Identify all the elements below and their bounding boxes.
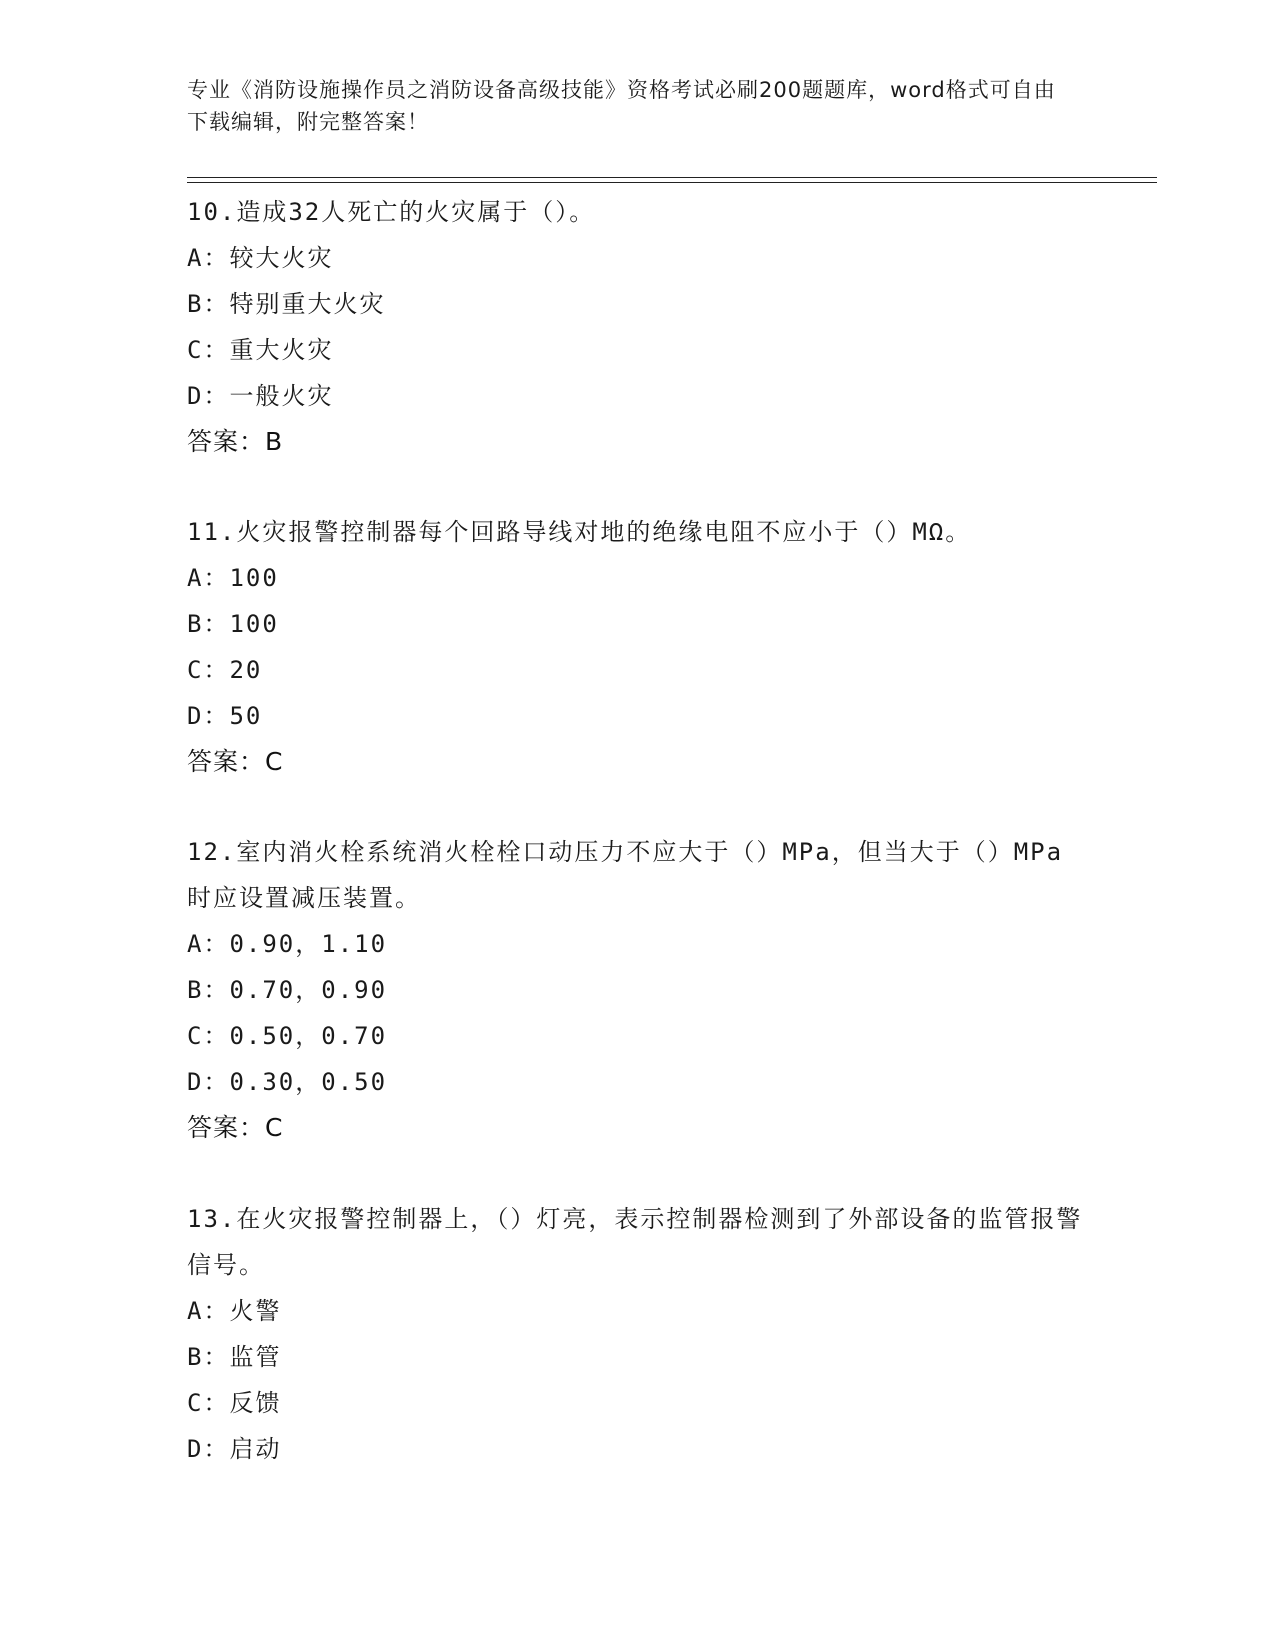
option-c [187, 647, 1087, 693]
option-text: 火警 [229, 1297, 282, 1325]
option-d [187, 1426, 1087, 1472]
option-text: 100 [229, 564, 279, 592]
option-key: A： [187, 930, 230, 958]
answer: 答案：B [187, 427, 284, 456]
option-key: B： [187, 610, 230, 638]
option-key: A： [187, 244, 230, 272]
option-c [187, 1380, 1087, 1426]
option-a [187, 921, 1087, 967]
option-text: 0.90，1.10 [229, 930, 388, 958]
option-text: 100 [229, 610, 279, 638]
document-header: 专业《消防设施操作员之消防设备高级技能》资格考试必刷200题题库，word格式可自由下载编辑，附完整答案！ [187, 78, 1056, 134]
question-11 [187, 509, 1087, 785]
option-key: D： [187, 1435, 230, 1463]
option-key: C： [187, 336, 230, 364]
option-d [187, 693, 1087, 739]
option-b [187, 601, 1087, 647]
question-stem: 12.室内消火栓系统消火栓栓口动压力不应大于（）MPa，但当大于（）MPa时应设置减压装置。 [187, 838, 1064, 912]
option-key: D： [187, 702, 230, 730]
option-key: B： [187, 290, 230, 318]
option-d [187, 1059, 1087, 1105]
option-text: 启动 [229, 1435, 282, 1463]
option-b [187, 281, 1087, 327]
option-text: 特别重大火灾 [229, 290, 386, 318]
option-text: 较大火灾 [229, 244, 334, 272]
option-d [187, 373, 1087, 419]
option-a [187, 555, 1087, 601]
option-key: C： [187, 656, 230, 684]
option-key: C： [187, 1022, 230, 1050]
answer: 答案：C [187, 1113, 284, 1142]
option-b [187, 967, 1087, 1013]
option-text: 反馈 [229, 1389, 282, 1417]
option-c [187, 1013, 1087, 1059]
option-key: A： [187, 1297, 230, 1325]
question-12 [187, 829, 1087, 1151]
option-a [187, 235, 1087, 281]
question-stem: 10.造成32人死亡的火灾属于（）。 [187, 198, 596, 226]
answer: 答案：C [187, 747, 284, 776]
option-text: 20 [229, 656, 263, 684]
option-key: B： [187, 1343, 230, 1371]
option-c [187, 327, 1087, 373]
option-text: 一般火灾 [229, 382, 334, 410]
header-divider-bottom [187, 182, 1157, 183]
option-text: 50 [229, 702, 263, 730]
option-text: 0.30，0.50 [229, 1068, 388, 1096]
question-stem: 13.在火灾报警控制器上，（）灯亮，表示控制器检测到了外部设备的监管报警信号。 [187, 1205, 1083, 1279]
question-10 [187, 189, 1087, 465]
option-key: B： [187, 976, 230, 1004]
header-divider-top [187, 177, 1157, 178]
option-key: C： [187, 1389, 230, 1417]
question-stem: 11.火灾报警控制器每个回路导线对地的绝缘电阻不应小于（）MΩ。 [187, 518, 972, 546]
option-text: 0.70，0.90 [229, 976, 388, 1004]
option-key: A： [187, 564, 230, 592]
option-key: D： [187, 382, 230, 410]
question-13 [187, 1196, 1087, 1472]
option-text: 重大火灾 [229, 336, 334, 364]
option-key: D： [187, 1068, 230, 1096]
option-text: 0.50，0.70 [229, 1022, 388, 1050]
option-text: 监管 [229, 1343, 282, 1371]
option-a [187, 1288, 1087, 1334]
option-b [187, 1334, 1087, 1380]
